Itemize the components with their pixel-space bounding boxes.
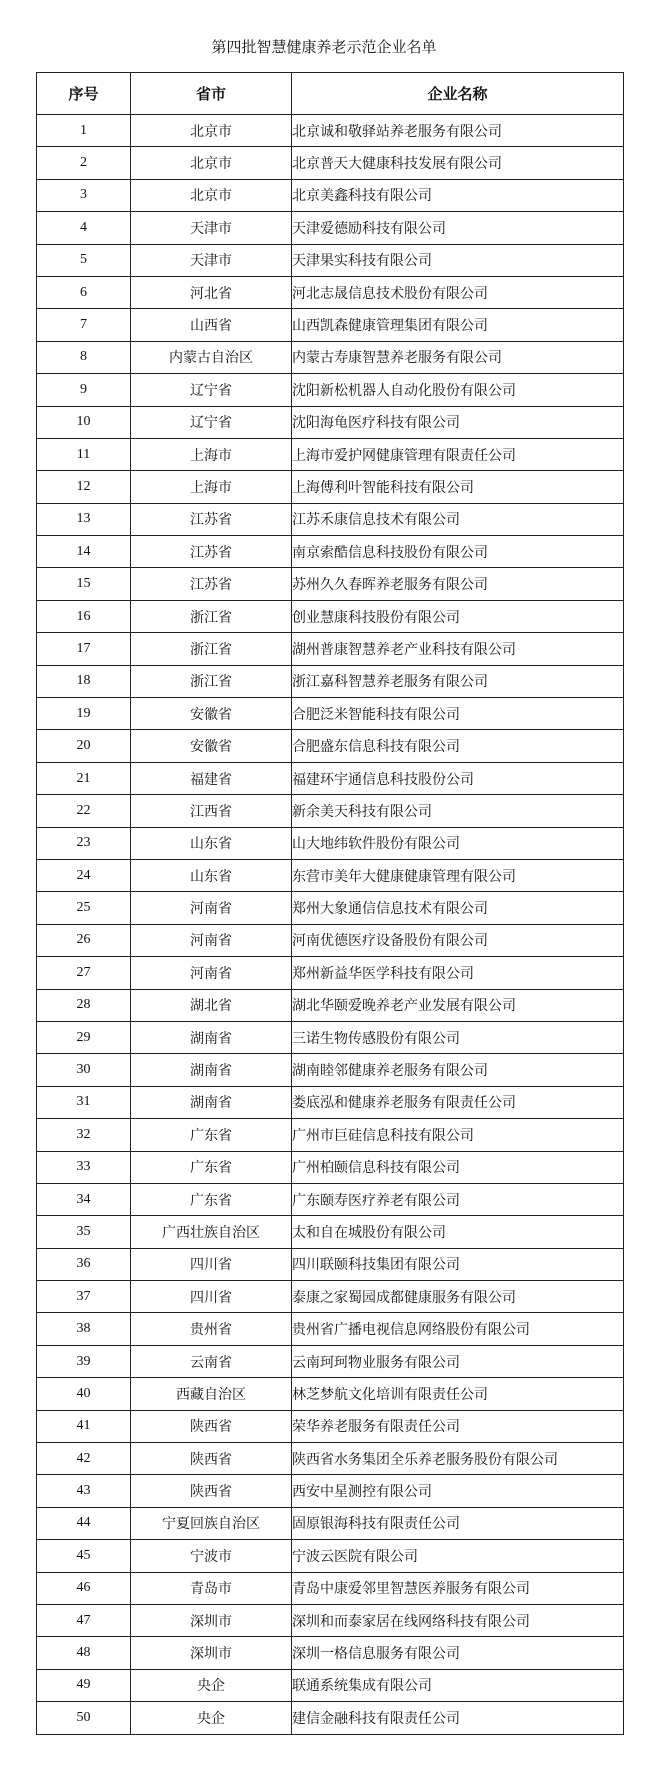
table-row	[37, 1151, 624, 1183]
table-row	[37, 1313, 624, 1345]
cell-serial-number: 40	[37, 1378, 131, 1410]
cell-province: 西藏自治区	[131, 1378, 292, 1410]
cell-serial-number: 16	[37, 600, 131, 632]
cell-serial-number: 19	[37, 698, 131, 730]
cell-serial-number: 9	[37, 374, 131, 406]
table-row	[37, 341, 624, 373]
cell-company-name: 建信金融科技有限责任公司	[292, 1702, 624, 1734]
table-row	[37, 730, 624, 762]
table-row	[37, 665, 624, 697]
table-row	[37, 859, 624, 891]
cell-province: 湖南省	[131, 1054, 292, 1086]
cell-province: 青岛市	[131, 1572, 292, 1604]
table-row	[37, 1248, 624, 1280]
cell-company-name: 新余美天科技有限公司	[292, 795, 624, 827]
cell-serial-number: 25	[37, 892, 131, 924]
cell-company-name: 山西凯森健康管理集团有限公司	[292, 309, 624, 341]
cell-province: 四川省	[131, 1281, 292, 1313]
cell-serial-number: 36	[37, 1248, 131, 1280]
cell-serial-number: 11	[37, 438, 131, 470]
cell-serial-number: 28	[37, 989, 131, 1021]
cell-province: 广东省	[131, 1119, 292, 1151]
cell-province: 内蒙古自治区	[131, 341, 292, 373]
cell-company-name: 陕西省水务集团全乐养老服务股份有限公司	[292, 1443, 624, 1475]
cell-serial-number: 29	[37, 1021, 131, 1053]
cell-serial-number: 46	[37, 1572, 131, 1604]
table-row	[37, 147, 624, 179]
cell-serial-number: 22	[37, 795, 131, 827]
table-row	[37, 276, 624, 308]
cell-serial-number: 4	[37, 212, 131, 244]
cell-company-name: 固原银海科技有限责任公司	[292, 1507, 624, 1539]
cell-company-name: 沈阳新松机器人自动化股份有限公司	[292, 374, 624, 406]
cell-company-name: 天津爱德励科技有限公司	[292, 212, 624, 244]
table-row	[37, 179, 624, 211]
cell-province: 江西省	[131, 795, 292, 827]
cell-company-name: 深圳和而泰家居在线网络科技有限公司	[292, 1604, 624, 1636]
cell-company-name: 泰康之家蜀园成都健康服务有限公司	[292, 1281, 624, 1313]
table-row	[37, 1119, 624, 1151]
cell-serial-number: 41	[37, 1410, 131, 1442]
cell-province: 山东省	[131, 859, 292, 891]
cell-serial-number: 45	[37, 1540, 131, 1572]
table-row	[37, 536, 624, 568]
cell-company-name: 荣华养老服务有限责任公司	[292, 1410, 624, 1442]
table-row	[37, 1540, 624, 1572]
cell-province: 广东省	[131, 1151, 292, 1183]
cell-company-name: 湖北华颐爱晚养老产业发展有限公司	[292, 989, 624, 1021]
cell-province: 江苏省	[131, 503, 292, 535]
cell-province: 云南省	[131, 1345, 292, 1377]
table-row	[37, 1572, 624, 1604]
cell-province: 河南省	[131, 892, 292, 924]
cell-company-name: 深圳一格信息服务有限公司	[292, 1637, 624, 1669]
cell-serial-number: 18	[37, 665, 131, 697]
cell-province: 四川省	[131, 1248, 292, 1280]
cell-company-name: 东营市美年大健康健康管理有限公司	[292, 859, 624, 891]
cell-serial-number: 8	[37, 341, 131, 373]
cell-company-name: 福建环宇通信息科技股份公司	[292, 762, 624, 794]
table-row	[37, 827, 624, 859]
cell-province: 深圳市	[131, 1604, 292, 1636]
cell-serial-number: 6	[37, 276, 131, 308]
cell-province: 福建省	[131, 762, 292, 794]
cell-company-name: 苏州久久春晖养老服务有限公司	[292, 568, 624, 600]
cell-province: 山西省	[131, 309, 292, 341]
cell-province: 浙江省	[131, 600, 292, 632]
cell-serial-number: 30	[37, 1054, 131, 1086]
cell-company-name: 太和自在城股份有限公司	[292, 1216, 624, 1248]
cell-company-name: 北京诚和敬驿站养老服务有限公司	[292, 115, 624, 147]
cell-serial-number: 21	[37, 762, 131, 794]
cell-company-name: 三诺生物传感股份有限公司	[292, 1021, 624, 1053]
cell-serial-number: 32	[37, 1119, 131, 1151]
table-row	[37, 924, 624, 956]
cell-company-name: 四川联颐科技集团有限公司	[292, 1248, 624, 1280]
cell-serial-number: 34	[37, 1183, 131, 1215]
cell-serial-number: 35	[37, 1216, 131, 1248]
cell-province: 浙江省	[131, 665, 292, 697]
cell-company-name: 湖州普康智慧养老产业科技有限公司	[292, 633, 624, 665]
cell-province: 贵州省	[131, 1313, 292, 1345]
cell-province: 陕西省	[131, 1475, 292, 1507]
cell-province: 辽宁省	[131, 406, 292, 438]
table-row	[37, 1637, 624, 1669]
cell-province: 辽宁省	[131, 374, 292, 406]
table-row	[37, 471, 624, 503]
cell-company-name: 郑州大象通信信息技术有限公司	[292, 892, 624, 924]
table-row	[37, 1507, 624, 1539]
cell-province: 安徽省	[131, 730, 292, 762]
table-row	[37, 244, 624, 276]
table-row	[37, 989, 624, 1021]
table-row	[37, 795, 624, 827]
cell-province: 广西壮族自治区	[131, 1216, 292, 1248]
table-row	[37, 957, 624, 989]
table-row	[37, 406, 624, 438]
table-row	[37, 1410, 624, 1442]
cell-serial-number: 20	[37, 730, 131, 762]
cell-province: 山东省	[131, 827, 292, 859]
table-row	[37, 1086, 624, 1118]
header-serial-number: 序号	[37, 73, 131, 115]
table-row	[37, 503, 624, 535]
cell-province: 湖南省	[131, 1021, 292, 1053]
table-body	[37, 115, 624, 1735]
table-row	[37, 438, 624, 470]
cell-company-name: 浙江嘉科智慧养老服务有限公司	[292, 665, 624, 697]
cell-province: 北京市	[131, 179, 292, 211]
table-row	[37, 633, 624, 665]
cell-province: 北京市	[131, 147, 292, 179]
cell-serial-number: 5	[37, 244, 131, 276]
cell-serial-number: 48	[37, 1637, 131, 1669]
cell-serial-number: 42	[37, 1443, 131, 1475]
table-row	[37, 698, 624, 730]
cell-company-name: 上海市爱护网健康管理有限责任公司	[292, 438, 624, 470]
cell-serial-number: 1	[37, 115, 131, 147]
cell-company-name: 上海傅利叶智能科技有限公司	[292, 471, 624, 503]
cell-province: 央企	[131, 1702, 292, 1734]
cell-company-name: 南京索酷信息科技股份有限公司	[292, 536, 624, 568]
table-row	[37, 1475, 624, 1507]
cell-company-name: 郑州新益华医学科技有限公司	[292, 957, 624, 989]
cell-company-name: 河北志晟信息技术股份有限公司	[292, 276, 624, 308]
cell-company-name: 江苏禾康信息技术有限公司	[292, 503, 624, 535]
cell-serial-number: 3	[37, 179, 131, 211]
cell-company-name: 北京美鑫科技有限公司	[292, 179, 624, 211]
cell-company-name: 内蒙古寿康智慧养老服务有限公司	[292, 341, 624, 373]
cell-province: 天津市	[131, 244, 292, 276]
table-row	[37, 762, 624, 794]
cell-company-name: 联通系统集成有限公司	[292, 1669, 624, 1701]
cell-serial-number: 43	[37, 1475, 131, 1507]
cell-serial-number: 7	[37, 309, 131, 341]
table-row	[37, 600, 624, 632]
cell-province: 湖北省	[131, 989, 292, 1021]
cell-company-name: 北京普天大健康科技发展有限公司	[292, 147, 624, 179]
cell-serial-number: 24	[37, 859, 131, 891]
header-province: 省市	[131, 73, 292, 115]
cell-company-name: 广州柏颐信息科技有限公司	[292, 1151, 624, 1183]
table-row	[37, 1669, 624, 1701]
cell-province: 安徽省	[131, 698, 292, 730]
document-title: 第四批智慧健康养老示范企业名单	[211, 38, 437, 56]
table-row	[37, 1183, 624, 1215]
table-row	[37, 1378, 624, 1410]
table-row	[37, 1281, 624, 1313]
cell-company-name: 林芝梦航文化培训有限责任公司	[292, 1378, 624, 1410]
cell-company-name: 天津果实科技有限公司	[292, 244, 624, 276]
table-row	[37, 1443, 624, 1475]
cell-company-name: 山大地纬软件股份有限公司	[292, 827, 624, 859]
cell-serial-number: 39	[37, 1345, 131, 1377]
table-row	[37, 1345, 624, 1377]
cell-serial-number: 33	[37, 1151, 131, 1183]
header-company-name: 企业名称	[292, 73, 624, 115]
cell-serial-number: 26	[37, 924, 131, 956]
table-row	[37, 892, 624, 924]
cell-province: 河南省	[131, 957, 292, 989]
cell-province: 宁夏回族自治区	[131, 1507, 292, 1539]
cell-serial-number: 15	[37, 568, 131, 600]
cell-province: 宁波市	[131, 1540, 292, 1572]
cell-province: 上海市	[131, 438, 292, 470]
table-row	[37, 1702, 624, 1734]
table-header	[37, 73, 624, 115]
cell-province: 广东省	[131, 1183, 292, 1215]
cell-serial-number: 37	[37, 1281, 131, 1313]
cell-province: 河北省	[131, 276, 292, 308]
cell-company-name: 沈阳海龟医疗科技有限公司	[292, 406, 624, 438]
cell-company-name: 宁波云医院有限公司	[292, 1540, 624, 1572]
cell-serial-number: 17	[37, 633, 131, 665]
cell-province: 北京市	[131, 115, 292, 147]
cell-serial-number: 10	[37, 406, 131, 438]
cell-serial-number: 27	[37, 957, 131, 989]
cell-serial-number: 31	[37, 1086, 131, 1118]
header-row	[37, 73, 624, 115]
cell-serial-number: 14	[37, 536, 131, 568]
cell-company-name: 云南珂珂物业服务有限公司	[292, 1345, 624, 1377]
cell-province: 央企	[131, 1669, 292, 1701]
cell-company-name: 广东颐寿医疗养老有限公司	[292, 1183, 624, 1215]
cell-province: 上海市	[131, 471, 292, 503]
table-row	[37, 1604, 624, 1636]
cell-company-name: 河南优德医疗设备股份有限公司	[292, 924, 624, 956]
cell-company-name: 广州市巨硅信息科技有限公司	[292, 1119, 624, 1151]
company-list-table	[36, 72, 624, 1735]
cell-company-name: 湖南睦邻健康养老服务有限公司	[292, 1054, 624, 1086]
table-row	[37, 1021, 624, 1053]
table-row	[37, 1216, 624, 1248]
cell-province: 陕西省	[131, 1410, 292, 1442]
table-row	[37, 1054, 624, 1086]
table-row	[37, 374, 624, 406]
cell-province: 天津市	[131, 212, 292, 244]
cell-company-name: 合肥泛米智能科技有限公司	[292, 698, 624, 730]
cell-serial-number: 13	[37, 503, 131, 535]
cell-company-name: 西安中星测控有限公司	[292, 1475, 624, 1507]
cell-province: 湖南省	[131, 1086, 292, 1118]
cell-province: 河南省	[131, 924, 292, 956]
cell-province: 江苏省	[131, 536, 292, 568]
cell-serial-number: 44	[37, 1507, 131, 1539]
cell-serial-number: 2	[37, 147, 131, 179]
table-row	[37, 568, 624, 600]
table-row	[37, 115, 624, 147]
cell-serial-number: 49	[37, 1669, 131, 1701]
table-row	[37, 212, 624, 244]
cell-province: 陕西省	[131, 1443, 292, 1475]
cell-company-name: 贵州省广播电视信息网络股份有限公司	[292, 1313, 624, 1345]
cell-province: 江苏省	[131, 568, 292, 600]
cell-province: 深圳市	[131, 1637, 292, 1669]
cell-serial-number: 47	[37, 1604, 131, 1636]
table-row	[37, 309, 624, 341]
cell-serial-number: 38	[37, 1313, 131, 1345]
cell-serial-number: 12	[37, 471, 131, 503]
cell-company-name: 创业慧康科技股份有限公司	[292, 600, 624, 632]
cell-company-name: 合肥盛东信息科技有限公司	[292, 730, 624, 762]
cell-province: 浙江省	[131, 633, 292, 665]
cell-company-name: 娄底泓和健康养老服务有限责任公司	[292, 1086, 624, 1118]
cell-company-name: 青岛中康爱邻里智慧医养服务有限公司	[292, 1572, 624, 1604]
cell-serial-number: 23	[37, 827, 131, 859]
cell-serial-number: 50	[37, 1702, 131, 1734]
